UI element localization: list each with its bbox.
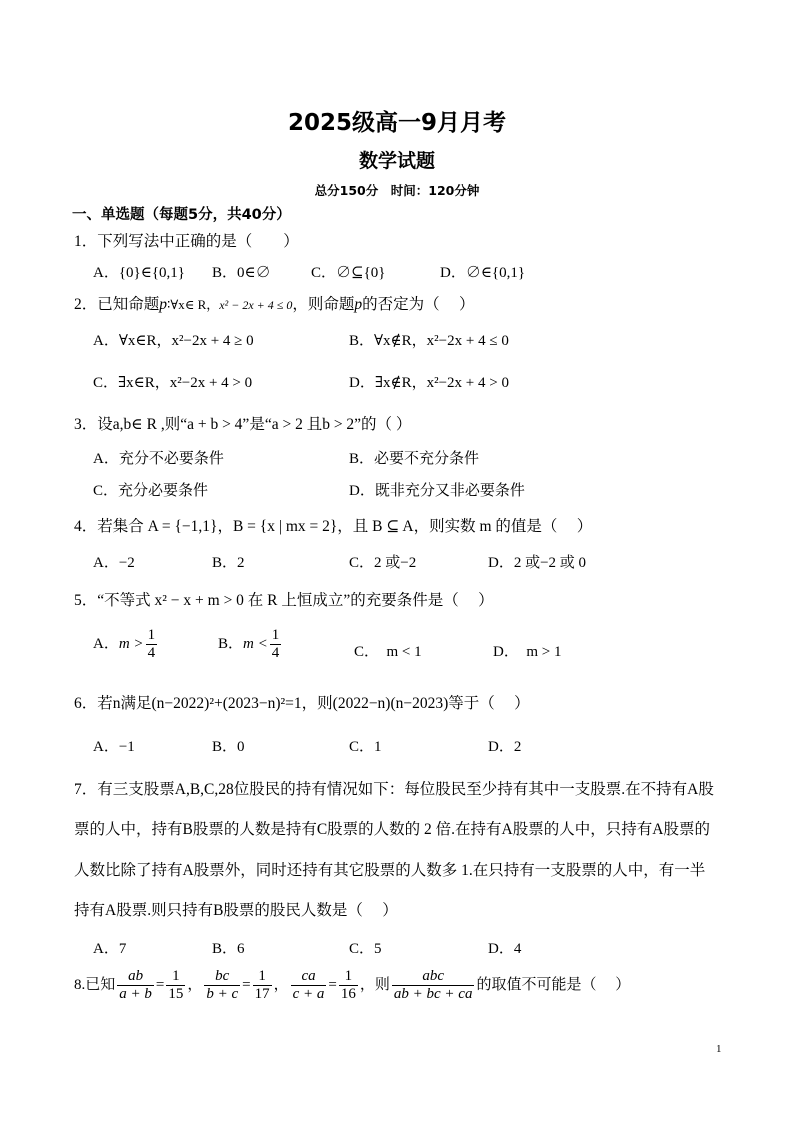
exam-info: 总分150分 时间：120分钟: [314, 183, 480, 198]
question-1-option-d: D．∅∈{0,1}: [440, 265, 526, 281]
question-2-option-c: C．∃x∈R，x²−2x + 4 > 0: [93, 375, 253, 391]
question-6-option-a: A．−1: [93, 739, 135, 755]
question-2-option-a: A．∀x∈R，x²−2x + 4 ≥ 0: [93, 333, 254, 349]
page-number: 1: [716, 1043, 722, 1055]
question-5-option-c: C． m < 1: [354, 644, 422, 660]
question-5-option-a: A．m > $\frac{1}{4}$: [93, 627, 156, 661]
question-8-stem: 8.已知 $\frac{ab}{a + b}$ = $\frac{1}{15}$ ， $\frac{bc}{b + c}$ = $\frac{1}{17}$ ， $\frac{ca}{c + a}$ = $\frac{1}{16}$ ，则 $\frac{\text{abc}}{ab + bc + ca}$ 的取值不可能是（ ）: [74, 968, 631, 1002]
question-3-option-b: B．必要不充分条件: [349, 451, 480, 467]
question-5-option-b: B．m < $\frac{1}{4}$: [218, 627, 280, 661]
question-4-option-a: A．−2: [93, 555, 135, 571]
question-4-option-c: C．2 或−2: [349, 555, 417, 571]
question-1-option-b: B．0∈∅: [212, 265, 271, 281]
question-2-option-b: B．∀x∉R，x²−2x + 4 ≤ 0: [349, 333, 509, 349]
question-2-stem: 2．已知命题p∶∀x∈ R，x² − 2x + 4 ≤ 0，则命题p的否定为（ ）: [74, 296, 475, 313]
question-3-option-a: A．充分不必要条件: [93, 451, 224, 467]
question-1-option-a: A．{0}∈{0,1}: [93, 265, 185, 281]
question-2-option-d: D．∃x∉R，x²−2x + 4 > 0: [349, 375, 509, 391]
page-subtitle: 数学试题: [358, 150, 435, 172]
question-4-option-b: B．2: [212, 555, 245, 571]
question-5-option-d: D． m > 1: [493, 644, 562, 660]
question-7-line-2: 票的人中，持有B股票的人数是持有C股票的人数的 2 倍.在持有A股票的人中，只持有A股票的: [74, 821, 710, 838]
question-4-option-d: D．2 或−2 或 0: [488, 555, 587, 571]
question-5-stem: 5．“不等式 x² − x + m > 0 在 R 上恒成立”的充要条件是（ ）: [74, 592, 494, 609]
question-7-option-c: C．5: [349, 941, 382, 957]
question-6-option-c: C．1: [349, 739, 382, 755]
question-7-option-a: A．7: [93, 941, 127, 957]
question-7-line-1: 7．有三支股票A,B,C,28位股民的持有情况如下：每位股民至少持有其中一支股票.在不持有A股: [74, 781, 714, 798]
question-6-stem: 6．若n满足(n−2022)²+(2023−n)²=1，则(2022−n)(n−2023)等于（ ）: [74, 695, 530, 712]
question-7-line-3: 人数比除了持有A股票外，同时还持有其它股票的人数多 1.在只持有一支股票的人中，有一半: [74, 862, 706, 879]
question-1-stem: 1．下列写法中正确的是（ ）: [74, 233, 299, 250]
section-heading: 一、单选题（每题5分，共40分）: [72, 207, 291, 223]
question-3-option-d: D．既非充分又非必要条件: [349, 483, 525, 499]
question-4-stem: 4．若集合 A = {−1,1}，B = {x | mx = 2}，且 B ⊆ A，则实数 m 的值是（ ）: [74, 518, 593, 535]
question-7-option-b: B．6: [212, 941, 245, 957]
question-6-option-b: B．0: [212, 739, 245, 755]
question-7-option-d: D．4: [488, 941, 522, 957]
question-3-stem: 3．设a,b∈ R ,则“a + b > 4”是“a > 2 且b > 2”的（ ）: [74, 416, 412, 433]
question-3-option-c: C．充分必要条件: [93, 483, 209, 499]
question-6-option-d: D．2: [488, 739, 522, 755]
question-1-option-c: C．∅⊆{0}: [311, 265, 386, 281]
question-7-line-4: 持有A股票.则只持有B股票的股民人数是（ ）: [74, 902, 398, 919]
page-title: 2025级高一9月月考: [287, 110, 507, 136]
